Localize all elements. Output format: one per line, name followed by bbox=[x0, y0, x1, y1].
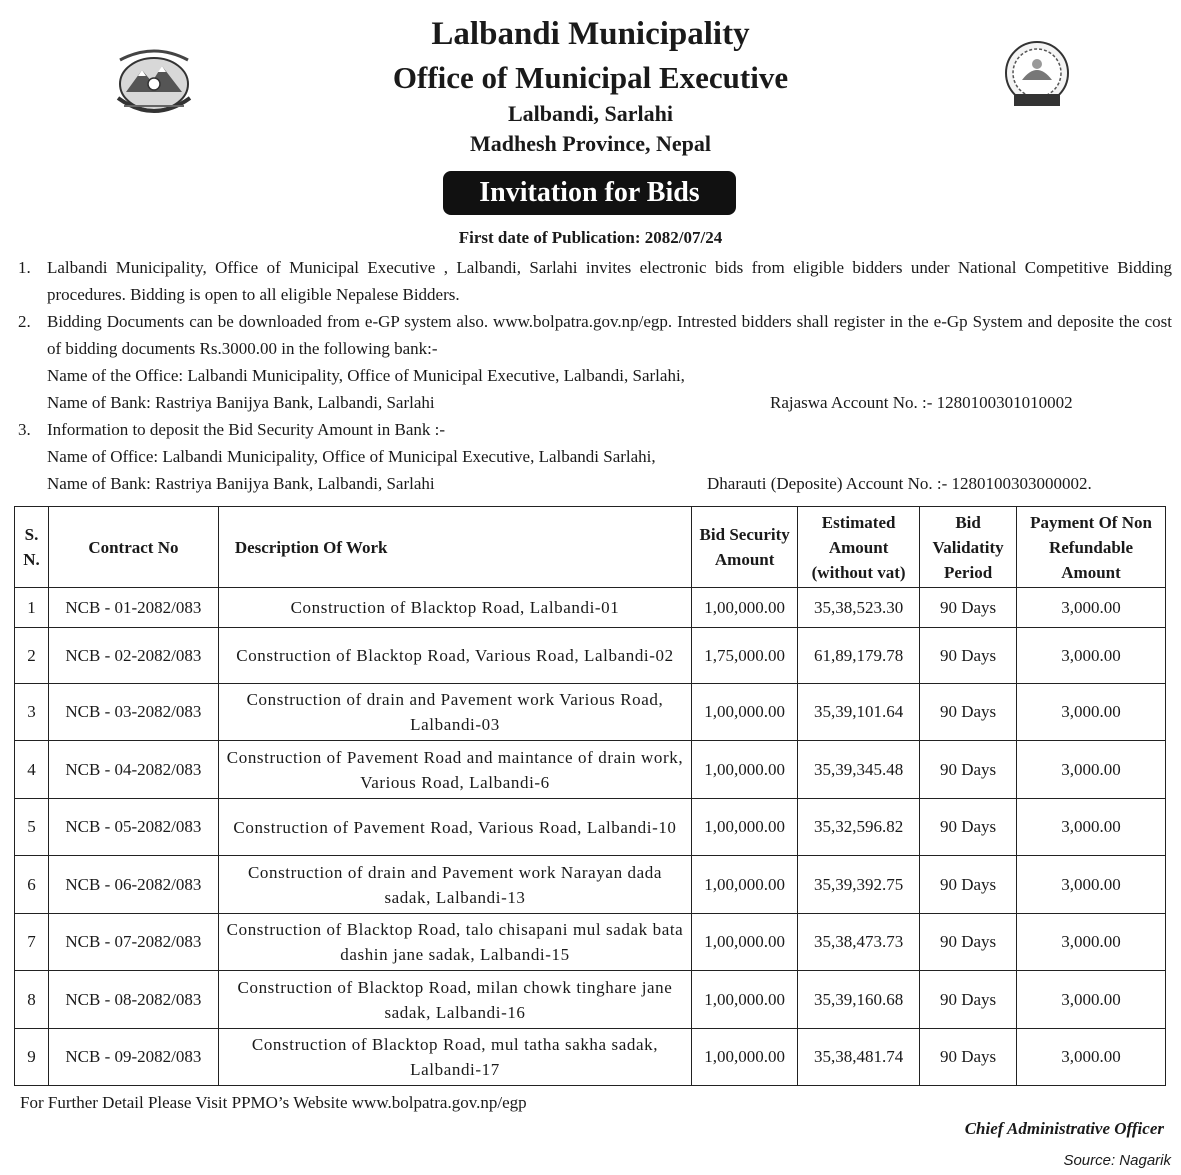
cell-contract: NCB - 02-2082/083 bbox=[48, 628, 218, 684]
cell-work: Construction of Blacktop Road, milan chowk tinghare jane sadak, Lalbandi-16 bbox=[218, 971, 691, 1029]
cell-work: Construction of Blacktop Road, Lalbandi-01 bbox=[218, 588, 691, 628]
cell-sn: 5 bbox=[15, 799, 49, 856]
cell-contract: NCB - 03-2082/083 bbox=[48, 684, 218, 741]
cell-work: Construction of Pavement Road and maintance of drain work, Various Road, Lalbandi-6 bbox=[218, 741, 691, 799]
cell-estimated: 35,39,392.75 bbox=[798, 856, 920, 914]
table-header-row bbox=[15, 507, 1166, 588]
cell-validity: 90 Days bbox=[920, 799, 1017, 856]
table-row bbox=[15, 1029, 1166, 1086]
cell-payment: 3,000.00 bbox=[1017, 741, 1166, 799]
cell-estimated: 35,39,101.64 bbox=[798, 684, 920, 741]
source-credit: Source: Nagarik bbox=[1063, 1152, 1171, 1169]
paragraph-1 bbox=[18, 254, 1172, 308]
municipality-name: Lalbandi Municipality bbox=[431, 16, 750, 52]
cell-validity: 90 Days bbox=[920, 588, 1017, 628]
cell-validity: 90 Days bbox=[920, 971, 1017, 1029]
cell-sn: 6 bbox=[15, 856, 49, 914]
cell-estimated: 35,32,596.82 bbox=[798, 799, 920, 856]
header-estimated-amount: Estimated Amount (without vat) bbox=[798, 507, 920, 588]
header-bid-security: Bid Security Amount bbox=[692, 507, 798, 588]
cell-payment: 3,000.00 bbox=[1017, 628, 1166, 684]
cell-security: 1,00,000.00 bbox=[692, 588, 798, 628]
table-row bbox=[15, 799, 1166, 856]
cell-contract: NCB - 05-2082/083 bbox=[48, 799, 218, 856]
cell-payment: 3,000.00 bbox=[1017, 588, 1166, 628]
bids-table bbox=[14, 506, 1166, 1086]
office-name: Office of Municipal Executive bbox=[392, 60, 789, 95]
paragraph-text: Bidding Documents can be downloaded from e-GP system also. www.bolpatra.gov.np/egp. Intrested bidders shall register in the e-Gp System and deposite the cost of bidding documents Rs.3000.00 in the following bank:- bbox=[47, 312, 1172, 358]
cell-validity: 90 Days bbox=[920, 914, 1017, 971]
location-line-2: Madhesh Province, Nepal bbox=[470, 131, 711, 156]
cell-security: 1,00,000.00 bbox=[692, 1029, 798, 1086]
cell-work: Construction of Blacktop Road, mul tatha sakha sadak, Lalbandi-17 bbox=[218, 1029, 691, 1086]
cell-security: 1,00,000.00 bbox=[692, 914, 798, 971]
cell-sn: 9 bbox=[15, 1029, 49, 1086]
cell-sn: 3 bbox=[15, 684, 49, 741]
cell-payment: 3,000.00 bbox=[1017, 971, 1166, 1029]
cell-sn: 7 bbox=[15, 914, 49, 971]
header-validity-period: Bid Validatity Period bbox=[920, 507, 1017, 588]
cell-work: Construction of Pavement Road, Various Road, Lalbandi-10 bbox=[218, 799, 691, 856]
table-row bbox=[15, 741, 1166, 799]
cell-contract: NCB - 01-2082/083 bbox=[48, 588, 218, 628]
cell-sn: 2 bbox=[15, 628, 49, 684]
cell-security: 1,00,000.00 bbox=[692, 741, 798, 799]
bank-name-line: Name of Bank: Rastriya Banijya Bank, Lalbandi, Sarlahi bbox=[47, 393, 435, 412]
dharauti-account-line: Dharauti (Deposite) Account No. :- 1280100303000002. bbox=[707, 474, 1092, 493]
cell-contract: NCB - 09-2082/083 bbox=[48, 1029, 218, 1086]
header-description: Description Of Work bbox=[218, 507, 691, 588]
cell-validity: 90 Days bbox=[920, 628, 1017, 684]
cell-estimated: 35,39,345.48 bbox=[798, 741, 920, 799]
cell-security: 1,00,000.00 bbox=[692, 684, 798, 741]
paragraph-number: 2. bbox=[18, 312, 31, 331]
table-row bbox=[15, 588, 1166, 628]
office-name-line: Name of the Office: Lalbandi Municipality, Office of Municipal Executive, Lalbandi, Sarlahi, bbox=[47, 366, 685, 385]
cell-work: Construction of Blacktop Road, Various Road, Lalbandi-02 bbox=[218, 628, 691, 684]
cell-contract: NCB - 04-2082/083 bbox=[48, 741, 218, 799]
table-row bbox=[15, 684, 1166, 741]
paragraph-3 bbox=[18, 416, 1172, 443]
cell-payment: 3,000.00 bbox=[1017, 684, 1166, 741]
paragraph-text: Information to deposit the Bid Security Amount in Bank :- bbox=[47, 420, 446, 439]
signatory: Chief Administrative Officer bbox=[964, 1119, 1164, 1138]
cell-estimated: 35,38,481.74 bbox=[798, 1029, 920, 1086]
cell-security: 1,00,000.00 bbox=[692, 856, 798, 914]
cell-security: 1,00,000.00 bbox=[692, 799, 798, 856]
cell-contract: NCB - 06-2082/083 bbox=[48, 856, 218, 914]
paragraph-number: 3. bbox=[18, 420, 31, 439]
office-name-line: Name of Office: Lalbandi Municipality, Office of Municipal Executive, Lalbandi Sarlahi, bbox=[47, 447, 656, 466]
cell-validity: 90 Days bbox=[920, 856, 1017, 914]
paragraph-number: 1. bbox=[18, 258, 31, 277]
cell-estimated: 61,89,179.78 bbox=[798, 628, 920, 684]
cell-estimated: 35,39,160.68 bbox=[798, 971, 920, 1029]
invitation-title: Invitation for Bids bbox=[443, 171, 736, 215]
cell-sn: 8 bbox=[15, 971, 49, 1029]
cell-security: 1,75,000.00 bbox=[692, 628, 798, 684]
table-row bbox=[15, 914, 1166, 971]
cell-sn: 1 bbox=[15, 588, 49, 628]
cell-estimated: 35,38,523.30 bbox=[798, 588, 920, 628]
cell-payment: 3,000.00 bbox=[1017, 799, 1166, 856]
publication-date: First date of Publication: 2082/07/24 bbox=[458, 228, 723, 247]
cell-security: 1,00,000.00 bbox=[692, 971, 798, 1029]
cell-contract: NCB - 08-2082/083 bbox=[48, 971, 218, 1029]
paragraph-text: Lalbandi Municipality, Office of Municipal Executive , Lalbandi, Sarlahi invites electronic bids from eligible bidders under National Competitive Bidding procedures. Bidding is open to all eligible Nepalese Bidders. bbox=[47, 258, 1172, 304]
cell-work: Construction of drain and Pavement work Various Road, Lalbandi-03 bbox=[218, 684, 691, 741]
further-detail-note: For Further Detail Please Visit PPMO’s Website www.bolpatra.gov.np/egp bbox=[20, 1093, 527, 1112]
cell-payment: 3,000.00 bbox=[1017, 914, 1166, 971]
cell-contract: NCB - 07-2082/083 bbox=[48, 914, 218, 971]
cell-sn: 4 bbox=[15, 741, 49, 799]
table-row bbox=[15, 971, 1166, 1029]
cell-validity: 90 Days bbox=[920, 684, 1017, 741]
table-row bbox=[15, 856, 1166, 914]
municipality-logo-icon bbox=[1000, 40, 1074, 110]
cell-validity: 90 Days bbox=[920, 741, 1017, 799]
cell-work: Construction of Blacktop Road, talo chisapani mul sadak bata dashin jane sadak, Lalbandi-15 bbox=[218, 914, 691, 971]
bank-name-line: Name of Bank: Rastriya Banijya Bank, Lalbandi, Sarlahi bbox=[47, 474, 435, 493]
header-payment: Payment Of Non Refundable Amount bbox=[1017, 507, 1166, 588]
cell-payment: 3,000.00 bbox=[1017, 856, 1166, 914]
cell-validity: 90 Days bbox=[920, 1029, 1017, 1086]
table-row bbox=[15, 628, 1166, 684]
paragraph-2 bbox=[18, 308, 1172, 362]
cell-work: Construction of drain and Pavement work Narayan dada sadak, Lalbandi-13 bbox=[218, 856, 691, 914]
rajaswa-account-line: Rajaswa Account No. :- 1280100301010002 bbox=[770, 393, 1073, 412]
location-line-1: Lalbandi, Sarlahi bbox=[507, 101, 674, 126]
nepal-government-emblem-icon bbox=[108, 40, 200, 120]
header-sn: S. N. bbox=[15, 507, 49, 588]
cell-payment: 3,000.00 bbox=[1017, 1029, 1166, 1086]
cell-estimated: 35,38,473.73 bbox=[798, 914, 920, 971]
header-contract-no: Contract No bbox=[48, 507, 218, 588]
